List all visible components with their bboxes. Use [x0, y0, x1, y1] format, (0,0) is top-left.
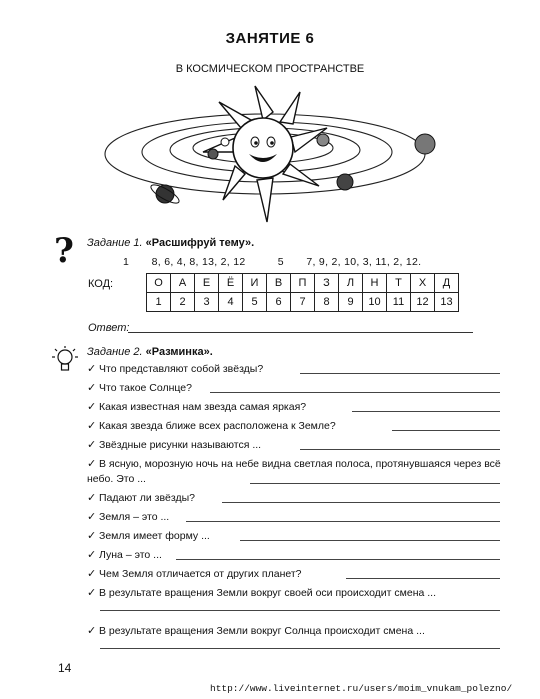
answer-line[interactable]: [100, 610, 500, 611]
question-text: Падают ли звёзды?: [99, 492, 195, 504]
page-number: 14: [58, 661, 72, 675]
answer-line[interactable]: [186, 521, 500, 522]
earth-icon: [415, 134, 435, 154]
question-text: Какая известная нам звезда самая яркая?: [99, 401, 307, 413]
answer-line[interactable]: [392, 430, 500, 431]
question-item: [87, 438, 507, 453]
code-number-cell: 1: [147, 293, 171, 312]
question-item: [87, 586, 507, 601]
code-letter-cell: Н: [363, 274, 387, 293]
question-mark-icon: [52, 232, 78, 268]
code-number-cell: 2: [171, 293, 195, 312]
code-number-cell: 13: [435, 293, 459, 312]
question-text: Луна – это ...: [99, 549, 162, 561]
code-number-cell: 12: [411, 293, 435, 312]
answer-line[interactable]: [300, 373, 500, 374]
answer-line[interactable]: [210, 392, 500, 393]
code-letter-cell: Ё: [219, 274, 243, 293]
code-number-cell: 9: [339, 293, 363, 312]
question-item: [87, 381, 507, 396]
checkmark-icon: ✓: [87, 568, 97, 580]
code-number-cell: 10: [363, 293, 387, 312]
code-number-cell: 6: [267, 293, 291, 312]
code-number-cell: 8: [315, 293, 339, 312]
question-text: В результате вращения Земли вокруг Солнца происходит смена ...: [99, 625, 425, 637]
code-table: [146, 273, 459, 312]
lesson-title: ЗАНЯТИЕ 6: [225, 30, 315, 47]
checkmark-icon: ✓: [87, 401, 97, 413]
code-number-cell: 7: [291, 293, 315, 312]
question-item: [87, 400, 507, 415]
question-item: [87, 529, 507, 544]
code-letter-cell: Х: [411, 274, 435, 293]
question-item: [87, 567, 507, 582]
task2-label: Задание 2.: [87, 346, 143, 358]
source-url: http://www.liveinternet.ru/users/moim_vnukam_polezno/: [210, 683, 513, 694]
code-label: КОД:: [88, 278, 114, 290]
task1-label: Задание 1.: [87, 237, 143, 249]
question-item: [87, 362, 507, 377]
question-text: Земля – это ...: [99, 511, 170, 523]
task2-heading: [87, 346, 213, 358]
code-numbers-row: [147, 293, 459, 312]
checkmark-icon: ✓: [87, 420, 97, 432]
lightbulb-icon: [52, 345, 78, 377]
code-letter-cell: И: [243, 274, 267, 293]
code-letter-cell: А: [171, 274, 195, 293]
checkmark-icon: ✓: [87, 458, 97, 470]
checkmark-icon: ✓: [87, 511, 97, 523]
answer-line[interactable]: [346, 578, 500, 579]
code-letter-cell: О: [147, 274, 171, 293]
checkmark-icon: ✓: [87, 530, 97, 542]
checkmark-icon: ✓: [87, 549, 97, 561]
question-text: Что представляют собой звёзды?: [99, 363, 264, 375]
question-item: [87, 491, 507, 506]
question-text: Чем Земля отличается от других планет?: [99, 568, 302, 580]
checkmark-icon: ✓: [87, 382, 97, 394]
question-item: [87, 624, 507, 639]
lesson-subtitle: В КОСМИЧЕСКОМ ПРОСТРАНСТВЕ: [175, 63, 365, 75]
cipher-text: 1 8, 6, 4, 8, 13, 2, 12 5 7, 9, 2, 10, 3, 11, 2, 12.: [123, 256, 422, 268]
code-letter-cell: Т: [387, 274, 411, 293]
question-item: [87, 419, 507, 434]
code-number-cell: 11: [387, 293, 411, 312]
code-number-cell: 3: [195, 293, 219, 312]
checkmark-icon: ✓: [87, 363, 97, 375]
answer-line[interactable]: [128, 332, 473, 333]
svg-text:?: ?: [54, 232, 74, 268]
question-item: [87, 548, 507, 563]
checkmark-icon: ✓: [87, 625, 97, 637]
answer-line[interactable]: [250, 483, 500, 484]
code-letter-cell: П: [291, 274, 315, 293]
task1-name: «Расшифруй тему».: [145, 237, 255, 249]
answer-line[interactable]: [300, 449, 500, 450]
answer-line[interactable]: [352, 411, 500, 412]
task2-name: «Разминка».: [145, 346, 213, 358]
question-text: Земля имеет форму ...: [99, 530, 210, 542]
code-letter-cell: Л: [339, 274, 363, 293]
question-item: [87, 510, 507, 525]
answer-line[interactable]: [222, 502, 500, 503]
planet-icon: [208, 149, 218, 159]
question-text: Какая звезда ближе всех расположена к Земле?: [99, 420, 336, 432]
code-letter-cell: В: [267, 274, 291, 293]
sun-icon: [233, 118, 293, 178]
answer-label: Ответ:: [88, 322, 130, 334]
answer-line[interactable]: [176, 559, 500, 560]
saturn-icon: [149, 182, 182, 207]
code-letter-cell: Е: [195, 274, 219, 293]
code-letters-row: [147, 274, 459, 293]
checkmark-icon: ✓: [87, 587, 97, 599]
checkmark-icon: ✓: [87, 439, 97, 451]
code-number-cell: 5: [243, 293, 267, 312]
question-text: В результате вращения Земли вокруг своей оси происходит смена ...: [99, 587, 437, 599]
code-letter-cell: Д: [435, 274, 459, 293]
question-text: Звёздные рисунки называются ...: [99, 439, 262, 451]
checkmark-icon: ✓: [87, 492, 97, 504]
solar-system-illustration: [95, 82, 455, 232]
answer-line[interactable]: [240, 540, 500, 541]
planet-icon: [317, 134, 329, 146]
planet-icon: [337, 174, 353, 190]
task1-heading: [87, 237, 254, 249]
question-text: В ясную, морозную ночь на небе видна светлая полоса, протянувшаяся через всё небо. Это ...: [87, 458, 501, 485]
code-number-cell: 4: [219, 293, 243, 312]
answer-line[interactable]: [100, 648, 500, 649]
code-letter-cell: З: [315, 274, 339, 293]
planet-icon: [221, 138, 229, 146]
question-text: Что такое Солнце?: [99, 382, 192, 394]
